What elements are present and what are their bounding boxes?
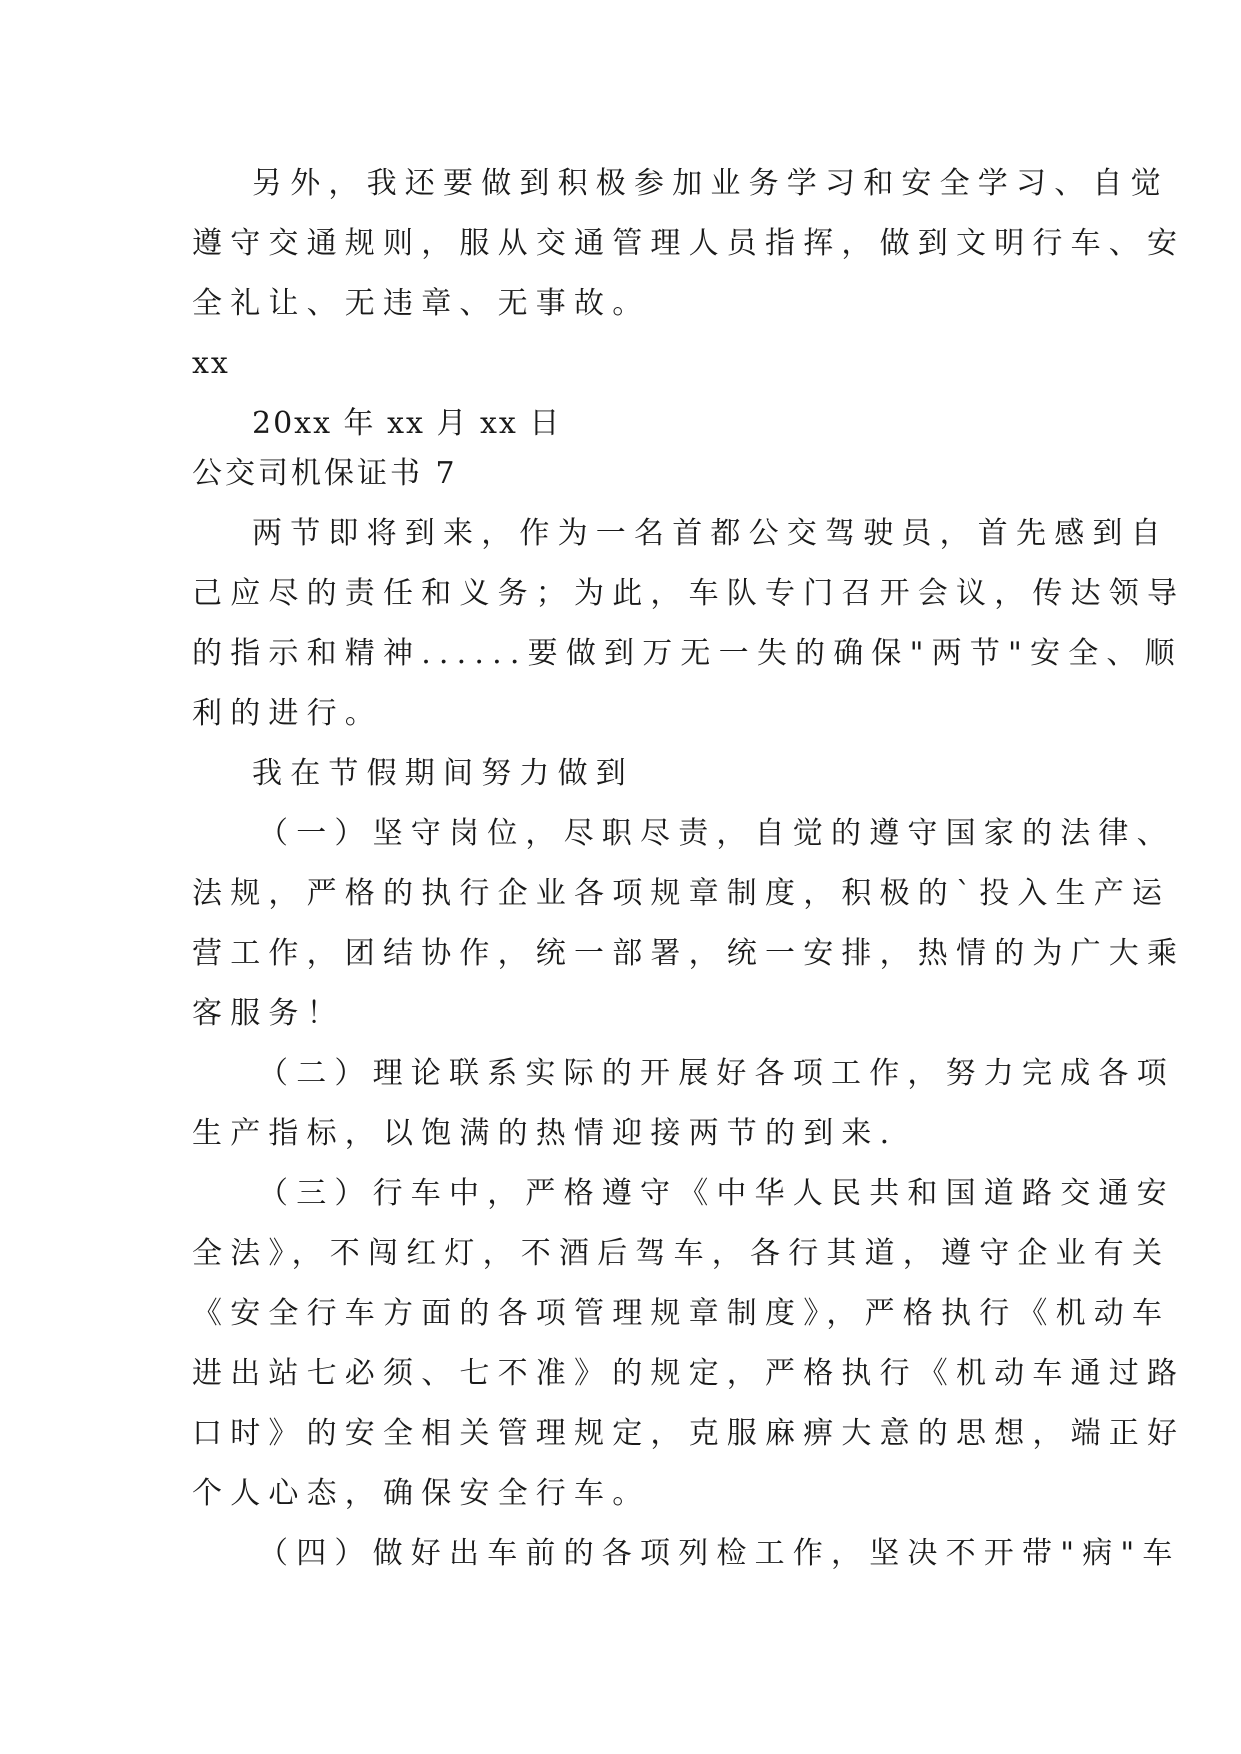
section-title: 公交司机保证书 7	[192, 456, 458, 491]
date-line: 20xx 年 xx 月 xx 日	[252, 406, 562, 441]
paragraph-line: （四）做好出车前的各项列检工作，坚决不开带"病"车	[258, 1536, 1181, 1571]
paragraph-line: 全法》，不闯红灯，不酒后驾车，各行其道，遵守企业有关	[192, 1236, 1171, 1271]
paragraph-line: （三）行车中，严格遵守《中华人民共和国道路交通安	[258, 1176, 1175, 1211]
paragraph-line: （一）坚守岗位，尽职尽责，自觉的遵守国家的法律、	[258, 816, 1175, 851]
paragraph-line: 两节即将到来，作为一名首都公交驾驶员，首先感到自	[252, 516, 1169, 551]
paragraph-line: 法规，严格的执行企业各项规章制度，积极的`投入生产运	[192, 876, 1171, 911]
signature: xx	[192, 346, 230, 381]
paragraph-line: 口时》的安全相关管理规定，克服麻痹大意的思想，端正好	[192, 1416, 1186, 1451]
paragraph-line: 《安全行车方面的各项管理规章制度》，严格执行《机动车	[192, 1296, 1171, 1331]
paragraph-line: 个人心态，确保安全行车。	[192, 1476, 651, 1511]
paragraph-line: （二）理论联系实际的开展好各项工作，努力完成各项	[258, 1056, 1175, 1091]
paragraph-line: 进出站七必须、七不准》的规定，严格执行《机动车通过路	[192, 1356, 1186, 1391]
paragraph-line: 的指示和精神......要做到万无一失的确保"两节"安全、顺	[192, 636, 1183, 671]
paragraph-line: 客服务！	[192, 996, 345, 1031]
paragraph-line: 遵守交通规则，服从交通管理人员指挥，做到文明行车、安	[192, 226, 1186, 261]
paragraph-line: 生产指标，以饱满的热情迎接两节的到来.	[192, 1116, 898, 1151]
paragraph-line: 全礼让、无违章、无事故。	[192, 286, 651, 321]
paragraph-line: 另外，我还要做到积极参加业务学习和安全学习、自觉	[252, 166, 1169, 201]
paragraph-line: 利的进行。	[192, 696, 383, 731]
paragraph-line: 己应尽的责任和义务；为此，车队专门召开会议，传达领导	[192, 576, 1186, 611]
paragraph-line: 我在节假期间努力做到	[252, 756, 634, 791]
paragraph-line: 营工作，团结协作，统一部署，统一安排，热情的为广大乘	[192, 936, 1186, 971]
